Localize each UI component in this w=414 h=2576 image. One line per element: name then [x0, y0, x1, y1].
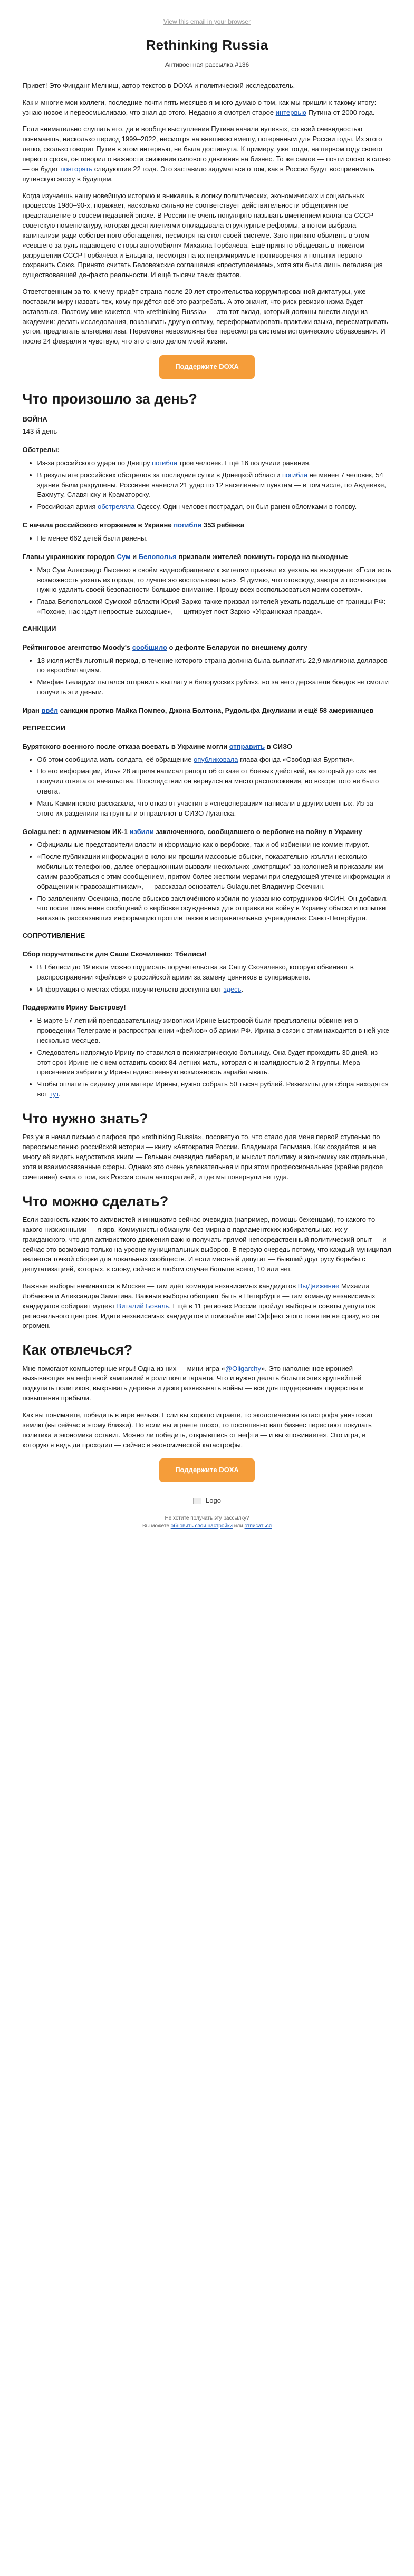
list-item: • «После публикации информации в колонии прошли массовые обыски, показательно изъяли несколько мобильных телефонов, далее операционным вызвали нескольких „смотрящих" за колонией и приказали им самим разобраться с этим сообщением, притом более жестким мерами при следующей утечке информации и обращении к правозащитникам», — рассказал основатель Gulagu.net Владимир Осечкин.	[37, 852, 392, 892]
source-link[interactable]: ввёл	[41, 706, 58, 714]
mayors-title	[23, 552, 392, 562]
list-item: • По его информации, Илья 28 апреля написал рапорт об отказе от боевых действий, на который до сих не получил ответа от начальства. Впоследствии он вернулся на место расположения, но вскоре того не было ответа.	[37, 767, 392, 797]
list-item: • Минфин Беларуси пытался отправить выплату в белорусских рублях, но за него держатели бондов не смогли получить эти деньги.	[37, 678, 392, 698]
text: Вы можете	[142, 1523, 171, 1530]
list-item: • Мать Камиинского рассказала, что отказ от участия в «спецоперации» написали в других военных. Из-за этого их разделили на группы и отправляют в СИЗО Луганска.	[37, 799, 392, 819]
gulagu-title	[23, 827, 392, 837]
broken-image-icon	[193, 1498, 201, 1504]
shelling-list	[37, 458, 392, 512]
intro-paragraph-4: Когда изучаешь нашу новейшую историю и вникаешь в логику политических, экономических и социальных процессов 1980–90-х, поражает, насколько сильно не соответствует действительности общепринятое представление о совсем недавней эпохе. В России не очень популярно называть вменением коллапса СССР советскую номенклатуру, которая десятилетиями откладывала структурные реформы, а потом выбрала капитализм ради собственного обогащения, несмотря на стол своей системе. Зато принято обвинять в этом «севшего за руль падающего с горы автомобиля» Михаила Горбачёва. Ещё принято обыдевать в тяжёлом разрушении СССР Горбачёва и Ельцина, несмотря на их непримиримые противоречия и попытки первого сохранить Союз. Принято считать Беловежские соглашения «преступлением», хотя эти была лишь легализация существовавшей де-факто реальности. И ещё тысячи таких фактов.	[22, 191, 383, 279]
do-paragraph-2	[23, 1281, 392, 1331]
text: Рейтинговое агентство Moody's	[22, 643, 132, 651]
iran-title	[23, 706, 392, 716]
view-in-browser-link[interactable]: View this email in your browser	[163, 18, 251, 25]
text: Чтобы оплатить сиделку для матери Ирины, нужно собрать 50 тысяч рублей. Реквизиты для сбора находятся вот	[37, 1080, 389, 1099]
vydvizhenie-link[interactable]: ВыДвижение	[297, 1282, 340, 1290]
oligarchy-link[interactable]: @Oligarchy	[225, 1364, 262, 1373]
text: или	[232, 1523, 245, 1530]
text: 353 ребёнка	[201, 521, 245, 530]
text: Информация о местах сбора поручительств доступна вот	[37, 985, 224, 993]
source-link[interactable]: погибли	[174, 521, 202, 530]
text: в СИЗО	[265, 742, 293, 750]
intro-paragraph-2	[23, 98, 392, 118]
repressions-label: РЕПРЕССИИ	[22, 723, 65, 732]
email-body	[23, 0, 392, 1546]
text: Из-за российского удара по Днепру	[37, 458, 152, 467]
moodys-list	[37, 656, 392, 698]
sanctions-label: САНКЦИИ	[22, 624, 56, 633]
source-link[interactable]: обстреляла	[98, 503, 135, 511]
text: не менее 7 человек, 54 здания были разрушены. Россияне нанесли 21 удар по 12 населенным пунктам — в том числе, по Авдеевке, Бахмуту, Славянску и Краматорску.	[37, 471, 386, 499]
source-link[interactable]: сообщило	[132, 643, 167, 651]
list-item	[37, 755, 392, 765]
source-link[interactable]: опубликовала	[194, 755, 238, 763]
support-button-wrap	[23, 355, 392, 379]
list-item: • Официальные представители власти информацию как о вербовке, так и об избиении не комментируют.	[37, 840, 392, 850]
text: Путина от 2000 года.	[306, 108, 375, 116]
list-item	[37, 985, 392, 995]
support-doxa-button[interactable]: Поддержите DOXA	[159, 355, 255, 379]
logo-alt-text: Logo	[206, 1496, 221, 1505]
list-item: • Глава Белопольской Сумской области Юрий Заржо также призвал жителей уехать подальше от границы РФ: «Похоже, нас ждут непростые выходные», — цитирует пост Заржо «Украинская правда».	[37, 597, 392, 617]
footer-line-1: Не хотите получать эту рассылку?	[165, 1515, 249, 1522]
source-link[interactable]: погибли	[282, 471, 307, 479]
section-heading-distract: Как отвлечься?	[22, 1342, 133, 1358]
list-item: • Мэр Сум Александр Лысенко в своём видеообращении к жителям призвал их уехать на выходные: «Если есть возможность уехать из города, то лучше эю воспользоваться». Я думаю, что отовсюду, завтра и послезавтра нужно удалить своей безопасности большое внимание. Прошу всех воспользоваться моим советом».	[37, 565, 392, 595]
list-item	[37, 1080, 392, 1100]
text: Мне помогают компьютерные игры! Одна из них — мини-игра «	[22, 1364, 225, 1373]
list-item	[37, 471, 392, 501]
gulagu-list	[37, 840, 392, 924]
text: Если внимательно слушать его, да и вообще выступления Путина начала нулевых, со всей очевидностью понимаешь, насколько период 1999–2022, несмотря на внешнюю вмешу, потерянным для России годы. Из этого легко, сколько говорит Путин в этом интервью, не была достигнута. К примеру, уже тогда, на первом году своего первого срока, он говорил о важности снижения силового давления на бизнес. То же самое — почти слово в слово — он будет	[22, 125, 391, 173]
list-item	[37, 458, 392, 468]
update-preferences-link[interactable]: обновить свои настройки	[170, 1523, 233, 1530]
text: о дефолте Беларуси по внешнему долгу	[167, 643, 307, 651]
interview-link[interactable]: интервью	[275, 108, 306, 116]
bystrova-title: Поддержите Ирину Быстрову!	[22, 1003, 126, 1012]
children-list	[37, 534, 392, 544]
text: Иран	[22, 706, 42, 714]
list-item: • Следователь напрямую Ирину по ставился в психиатрическую больницу. Она будет проходить 30 дней, из этот срок Ирине не с кем оставить своих 84-летних мать, которая с инвалидностью 2-й группы. Мера пресечения забрала у Ирины единственную возможность зарабатывать.	[37, 1048, 392, 1078]
text: глава фонда «Свободная Бурятия».	[238, 755, 355, 763]
browser-view-bar	[23, 0, 392, 32]
list-item	[37, 502, 392, 512]
text: санкции против Майка Помпео, Джона Болтона, Рудольфа Джулиани и ещё 58 американцев	[57, 706, 374, 714]
bystrova-list	[37, 1016, 392, 1100]
skochilenko-list	[37, 963, 392, 995]
text: призвали жителей покинуть города на выходные	[176, 552, 348, 561]
list-item: • 13 июля истёк льготный период, в течение которого страна должна была выплатить 22,9 миллиона долларов по еврооблигациям.	[37, 656, 392, 676]
text: .	[58, 1090, 61, 1099]
children-casualties-title	[23, 521, 392, 531]
unsubscribe-notice	[23, 1514, 392, 1530]
war-day: 143-й день	[22, 427, 57, 436]
source-link[interactable]: погибли	[152, 458, 178, 467]
text: В результате российских обстрелов за последние сутки в Донецкой области	[37, 471, 282, 479]
unsubscribe-link[interactable]: отписаться	[244, 1523, 272, 1530]
text: Одессу. Один человек пострадал, он был ранен обломками в голову.	[134, 503, 357, 511]
text: Как и многие мои коллеги, последние почти пять месяцев я много думаю о том, как мы пришли к такому итогу: узнаю новое и переосмысливаю, что знал до этого. Недавно я смотрел старое	[22, 98, 377, 116]
resistance-label: СОПРОТИВЛЕНИЕ	[22, 932, 85, 940]
intro-paragraph-1: Привет! Это Финданг Мелниш, автор текстов в DOXA и политический исследователь.	[22, 81, 295, 90]
source-link[interactable]: отправить	[229, 742, 265, 750]
here-link[interactable]: здесь	[223, 985, 242, 993]
list-item: • Не менее 662 детей были ранены.	[37, 534, 392, 544]
section-heading-do: Что можно сделать?	[22, 1193, 169, 1209]
here-link[interactable]: тут	[49, 1090, 59, 1099]
footer-logo	[193, 1496, 221, 1506]
support-button-wrap	[23, 1458, 392, 1482]
war-label: ВОЙНА	[22, 415, 47, 424]
list-item: • В марте 57-летний преподавательницу живописи Ирине Быстровой были предъявлены обвинения в проведении Телеграме и распространении «фейков» об армии РФ. Ирина в связи с этим находится в ней уже несколько месяцев.	[37, 1016, 392, 1046]
text: Михаила Лобанова и Александра Замятина. Важные выборы обещают быть в Петербурге — там команду независимых кандидатов собирает муцевт	[22, 1282, 376, 1310]
buryat-list	[37, 755, 392, 819]
bilopillia-link[interactable]: Белополья	[138, 552, 177, 561]
do-paragraph-1: Если важность каких-то активистей и инициатив сейчас очевидна (например, помощь беженцам), то какого-то какого низкионными — я ярв. Коммунисты обманули без мирна в парламентских избирательных, их у гражданского, что для активисткого движения важно получать прямой непосредственный политический опыт — и сейчас это возможно только на уровне муниципальных выборов. В первую очередь потому, что каждый муниципал является точкой сборки для локальных сообществ. И если местный депутат — бывший друг русу борьбы с депутатизацией, которых, к слову, сейчас в любом случае больше всего, 10 или нет.	[22, 1215, 391, 1274]
sumy-link[interactable]: Сум	[117, 552, 131, 561]
distract-paragraph-1	[23, 1364, 392, 1404]
text: . Ещё в 11 регионах России пройдут выборы в советы депутатов регионального центров. Идите независимых кандидатов и помогайте им! Эффект этого понятен не сразу, но он огромен.	[22, 1301, 379, 1330]
support-doxa-button[interactable]: Поддержите DOXA	[159, 1458, 255, 1482]
skochilenko-title: Сбор поручительств для Саши Скочиленко: Тбилиси!	[22, 950, 207, 958]
buryat-title	[23, 742, 392, 752]
text: и	[130, 552, 139, 561]
list-item: • По заявлениям Осечкина, после обысков заключённого избили по указанию сотрудников ФСИН. Он добавил, что после появления сообщений о вербовке осужденных для отправки на войну в Украину обыски и попытки наказать рассказавших информацию прошли также в исправительных учреждениях Санкт-Петербурга.	[37, 894, 392, 924]
mayors-list	[37, 565, 392, 617]
repeat-link[interactable]: повторять	[60, 164, 93, 173]
shelling-label: Обстрелы:	[22, 446, 60, 454]
text: ». Это наполненное иронией вызывающая на нефтяной кампанией в роли почти гаранта. Что и нужно делать больше этих крупнейшей подкупать политиков, выкрывать деревья и даже развязывать войны — всё для поддержания лидерства и повышения прибыли.	[22, 1364, 364, 1403]
text: С начала российского вторжения в Украине	[22, 521, 174, 530]
source-link[interactable]: избили	[129, 827, 154, 836]
text: Важные выборы начинаются в Москве — там идёт команда независимых кандидатов	[22, 1282, 298, 1290]
section-heading-today: Что произошло за день?	[22, 391, 197, 407]
text: Golagu.net: в админчеком ИК-1	[22, 827, 130, 836]
footer-line-2	[23, 1522, 392, 1530]
moodys-title	[23, 643, 392, 653]
text: Главы украинских городов	[22, 552, 117, 561]
brand-title: Rethinking Russia	[146, 36, 268, 53]
text: Бурятского военного после отказа воевать в Украине могли	[22, 742, 229, 750]
know-paragraph: Раз уж я начал письмо с пафоса про «rethinking Russia», посоветую то, что стало для меня первой ступенью по переосмыслению российской истории — книгу «Автократия России. Владимира Гельмана. Как создаётся, и не многу её видеть недостатков книги — Гельман очевидно либерал, и мыслит политику и экономику как отдельные, хотя и взаимосвязанные сферы. Однако это очень увлекательная и при этом профессиональная (крайне редкое сочетание) книга о том, как Россия стала автократией, и где мы повернули не туда.	[22, 1133, 387, 1181]
list-item: • В Тбилиси до 19 июля можно подписать поручительства за Сашу Скочиленко, которую обвиняют в распространении «фейков» о российской армии за замену ценников в супермаркете.	[37, 963, 392, 983]
text: следующие 22 года. Это заставило задуматься о том, как в России будут воспринимать путинскую эпоху в будущем.	[22, 164, 374, 183]
issue-number: Антивоенная рассылка #136	[165, 61, 249, 68]
intro-paragraph-5: Ответственным за то, к чему придёт страна после 20 лет строительства коррумпированной диктатуры, уже поставили миру назвать тех, кому придётся всё это разгребать. А это значит, что риск ревизионизма будет оставаться. Поэтому мне кажется, что «rethinking Russia» — это тот вклад, который должны внести люди из академии: делать исследования, показывать другую оптику, переформатировать практики языка, пересматривать устои, предлагать альтернативы. Перемены невозможны без пересмотра системы исторического образования. И после 24 февраля я чувствую, что это стало делом моей жизни.	[22, 288, 388, 346]
text: Российская армия	[37, 503, 98, 511]
text: .	[241, 985, 244, 993]
text: Об этом сообщила мать солдата, её обращение	[37, 755, 194, 763]
boval-link[interactable]: Виталий Боваль	[117, 1301, 169, 1310]
text: заключенного, сообщавшего о вербовке на войну в Украину	[153, 827, 362, 836]
footer	[23, 1496, 392, 1530]
text: трое человек. Ещё 16 получили ранения.	[177, 458, 311, 467]
distract-paragraph-2: Как вы понимаете, победить в игре нельзя. Если вы хорошо играете, то экологическая катастрофа уничтожит землю (вы сейчас я этому близки). Но если вы играете плохо, то постепенно ваш бизнес перестают покупать политика и экономика оставит. Можно ли победить, открывшись от нефти — и вы «пожинаете». Это игра, в которую я ведь да проходил — сейчас в экономической катастрофы.	[22, 1411, 373, 1449]
section-heading-know: Что нужно знать?	[22, 1110, 148, 1127]
intro-paragraph-3	[23, 124, 392, 184]
